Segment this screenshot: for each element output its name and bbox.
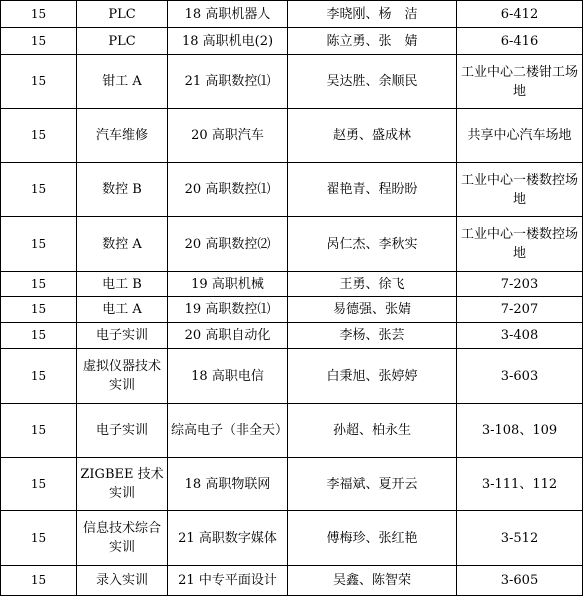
course-cell: 信息技术综合实训 bbox=[77, 511, 168, 566]
teachers-cell: 李福斌、夏开云 bbox=[288, 458, 457, 511]
class-cell: 18 高职机器人 bbox=[168, 1, 288, 28]
week-cell: 15 bbox=[1, 511, 77, 566]
class-cell: 20 高职数控⑴ bbox=[168, 163, 288, 217]
week-cell: 15 bbox=[1, 55, 77, 109]
location-cell: 7-207 bbox=[457, 297, 583, 323]
course-cell: 虚拟仪器技术实训 bbox=[77, 349, 168, 404]
teachers-cell: 呙仁杰、李秋实 bbox=[288, 217, 457, 272]
class-cell: 18 高职电信 bbox=[168, 349, 288, 404]
table-row bbox=[1, 349, 583, 404]
class-cell: 21 高职数控⑴ bbox=[168, 55, 288, 109]
location-cell: 3-111、112 bbox=[457, 458, 583, 511]
location-cell: 7-203 bbox=[457, 272, 583, 297]
week-cell: 15 bbox=[1, 163, 77, 217]
teachers-cell: 陈立勇、张 婧 bbox=[288, 28, 457, 55]
course-cell: PLC bbox=[77, 28, 168, 55]
table-row bbox=[1, 297, 583, 323]
course-cell: 电子实训 bbox=[77, 323, 168, 349]
week-cell: 15 bbox=[1, 272, 77, 297]
teachers-cell: 白秉旭、张婷婷 bbox=[288, 349, 457, 404]
week-cell: 15 bbox=[1, 566, 77, 596]
location-cell: 3-108、109 bbox=[457, 404, 583, 458]
teachers-cell: 李杨、张芸 bbox=[288, 323, 457, 349]
table-row bbox=[1, 109, 583, 163]
table-row bbox=[1, 28, 583, 55]
course-cell: 电工 B bbox=[77, 272, 168, 297]
location-cell: 3-408 bbox=[457, 323, 583, 349]
week-cell: 15 bbox=[1, 404, 77, 458]
teachers-cell: 易德强、张婧 bbox=[288, 297, 457, 323]
week-cell: 15 bbox=[1, 323, 77, 349]
week-cell: 15 bbox=[1, 458, 77, 511]
teachers-cell: 傅梅珍、张红艳 bbox=[288, 511, 457, 566]
week-cell: 15 bbox=[1, 217, 77, 272]
location-cell: 3-605 bbox=[457, 566, 583, 596]
table-row bbox=[1, 323, 583, 349]
schedule-table-body bbox=[1, 1, 583, 596]
location-cell: 3-603 bbox=[457, 349, 583, 404]
location-cell: 3-512 bbox=[457, 511, 583, 566]
location-cell: 工业中心二楼钳工场地 bbox=[457, 55, 583, 109]
location-cell: 工业中心一楼数控场地 bbox=[457, 217, 583, 272]
class-cell: 19 高职数控⑴ bbox=[168, 297, 288, 323]
course-cell: 电工 A bbox=[77, 297, 168, 323]
table-row bbox=[1, 217, 583, 272]
course-cell: 汽车维修 bbox=[77, 109, 168, 163]
class-cell: 18 高职机电(2) bbox=[168, 28, 288, 55]
table-row bbox=[1, 163, 583, 217]
table-row bbox=[1, 55, 583, 109]
teachers-cell: 吴达胜、余顺民 bbox=[288, 55, 457, 109]
table-row bbox=[1, 1, 583, 28]
class-cell: 20 高职数控⑵ bbox=[168, 217, 288, 272]
table-row bbox=[1, 404, 583, 458]
location-cell: 6-412 bbox=[457, 1, 583, 28]
course-cell: ZIGBEE 技术实训 bbox=[77, 458, 168, 511]
course-cell: 数控 B bbox=[77, 163, 168, 217]
class-cell: 18 高职物联网 bbox=[168, 458, 288, 511]
week-cell: 15 bbox=[1, 28, 77, 55]
teachers-cell: 王勇、徐飞 bbox=[288, 272, 457, 297]
teachers-cell: 翟艳青、程盼盼 bbox=[288, 163, 457, 217]
class-cell: 21 中专平面设计 bbox=[168, 566, 288, 596]
class-cell: 综高电子（非全天） bbox=[168, 404, 288, 458]
teachers-cell: 吴鑫、陈智荣 bbox=[288, 566, 457, 596]
teachers-cell: 孙超、柏永生 bbox=[288, 404, 457, 458]
course-cell: 电子实训 bbox=[77, 404, 168, 458]
location-cell: 工业中心一楼数控场地 bbox=[457, 163, 583, 217]
location-cell: 共享中心汽车场地 bbox=[457, 109, 583, 163]
week-cell: 15 bbox=[1, 297, 77, 323]
class-cell: 20 高职汽车 bbox=[168, 109, 288, 163]
table-row bbox=[1, 511, 583, 566]
class-cell: 19 高职机械 bbox=[168, 272, 288, 297]
course-cell: PLC bbox=[77, 1, 168, 28]
course-cell: 录入实训 bbox=[77, 566, 168, 596]
week-cell: 15 bbox=[1, 1, 77, 28]
teachers-cell: 李晓刚、杨 洁 bbox=[288, 1, 457, 28]
course-cell: 钳工 A bbox=[77, 55, 168, 109]
week-cell: 15 bbox=[1, 349, 77, 404]
week-cell: 15 bbox=[1, 109, 77, 163]
table-row bbox=[1, 458, 583, 511]
table-row bbox=[1, 566, 583, 596]
teachers-cell: 赵勇、盛成林 bbox=[288, 109, 457, 163]
class-cell: 20 高职自动化 bbox=[168, 323, 288, 349]
table-row bbox=[1, 272, 583, 297]
class-cell: 21 高职数字媒体 bbox=[168, 511, 288, 566]
location-cell: 6-416 bbox=[457, 28, 583, 55]
course-cell: 数控 A bbox=[77, 217, 168, 272]
